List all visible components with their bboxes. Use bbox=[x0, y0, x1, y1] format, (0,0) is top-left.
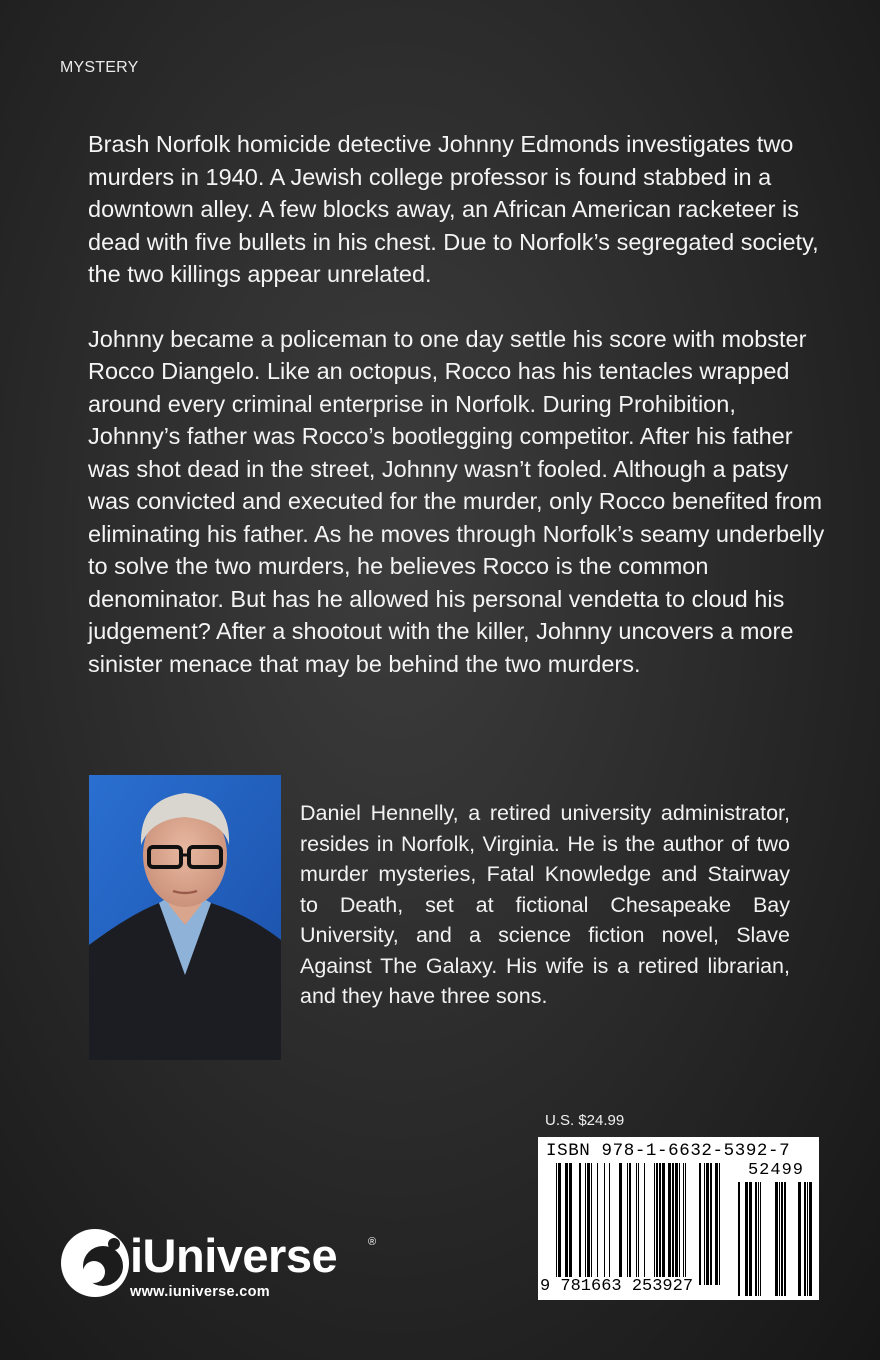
blurb-paragraph-2: Johnny became a policeman to one day settle his score with mobster Rocco Diangelo. Like an octopus, Rocco has his tentacles wrapped around every criminal enterprise in Norfolk. During Prohibition, Johnny’s father was Rocco’s bootlegging competitor. After his father was shot dead in the street, Johnny wasn’t fooled. Although a patsy was convicted and executed for the murder, only Rocco benefited from eliminating his father. As he moves through Norfolk’s seamy underbelly to solve the two murders, he believes Rocco is the common denominator. But has he allowed his personal vendetta to cloud his judgement? After a shootout with the killer, Johnny uncovers a more sinister menace that may be behind the two murders. bbox=[88, 325, 825, 677]
barcode-bar bbox=[807, 1182, 808, 1296]
barcode-bar bbox=[627, 1163, 628, 1285]
barcode-bar bbox=[556, 1163, 557, 1285]
barcode-bar bbox=[715, 1163, 718, 1285]
price-addon-code: 52499 bbox=[747, 1161, 804, 1180]
barcode-bar bbox=[565, 1163, 568, 1285]
registered-mark: ® bbox=[368, 1236, 377, 1248]
isbn-number: ISBN 978-1-6632-5392-7 bbox=[546, 1141, 791, 1161]
barcode-bar bbox=[804, 1182, 806, 1296]
barcode-bar bbox=[659, 1163, 661, 1285]
barcode-bar bbox=[779, 1182, 780, 1296]
publisher-url: www.iuniverse.com bbox=[130, 1284, 270, 1300]
barcode-bar bbox=[656, 1163, 658, 1285]
barcode-bar bbox=[784, 1182, 786, 1296]
iuniverse-logo-icon bbox=[58, 1226, 132, 1300]
barcode-bar bbox=[798, 1182, 801, 1296]
barcode-bar bbox=[654, 1163, 655, 1285]
barcode-bar bbox=[738, 1182, 740, 1296]
barcode-bar bbox=[629, 1163, 631, 1285]
author-bio: Daniel Hennelly, a retired university administrator, resides in Norfolk, Virginia. He is the author of two murder mysteries, Fatal Knowledge and Stairway to Death, set at fictional Chesapeake Bay University, and a science fiction novel, Slave Against The Galaxy. His wife is a retired librarian, and they have three sons. bbox=[300, 801, 790, 1008]
barcode-bar bbox=[706, 1163, 709, 1285]
barcode-bar bbox=[704, 1163, 705, 1285]
barcode-bar bbox=[569, 1163, 572, 1285]
barcode-bar bbox=[662, 1163, 665, 1285]
barcode-bar bbox=[710, 1163, 712, 1285]
addon-barcode-bars bbox=[738, 1182, 814, 1296]
barcode-bar bbox=[558, 1163, 561, 1285]
barcode-bar bbox=[719, 1163, 720, 1285]
barcode-bar bbox=[679, 1163, 680, 1285]
isbn-barcode bbox=[538, 1137, 819, 1300]
barcode-bar bbox=[755, 1182, 757, 1296]
genre-label: MYSTERY bbox=[60, 59, 139, 76]
barcode-bar bbox=[760, 1182, 761, 1296]
ean-barcode-bars bbox=[556, 1163, 728, 1285]
barcode-bar bbox=[585, 1163, 586, 1285]
barcode-bar bbox=[668, 1163, 671, 1285]
barcode-bar bbox=[809, 1182, 812, 1296]
book-blurb bbox=[88, 128, 830, 712]
barcode-bar bbox=[672, 1163, 674, 1285]
barcode-bar bbox=[644, 1163, 645, 1285]
barcode-bar bbox=[745, 1182, 748, 1296]
publisher-logo bbox=[58, 1222, 388, 1302]
author-photo bbox=[89, 775, 281, 1060]
barcode-bar bbox=[758, 1182, 759, 1296]
blurb-paragraph-1: Brash Norfolk homicide detective Johnny Edmonds investigates two murders in 1940. A Jewish college professor is found stabbed in a downtown alley. A few blocks away, an African American racketeer is dead with five bullets in his chest. Due to Norfolk’s segregated society, the two killings appear unrelated. bbox=[88, 131, 819, 287]
barcode-bar bbox=[775, 1182, 778, 1296]
barcode-bar bbox=[699, 1163, 701, 1285]
publisher-name: iUniverse bbox=[130, 1229, 338, 1282]
barcode-bar bbox=[749, 1182, 752, 1296]
barcode-bar bbox=[597, 1163, 598, 1285]
barcode-bar bbox=[781, 1182, 783, 1296]
barcode-bar bbox=[591, 1163, 592, 1285]
barcode-bar bbox=[587, 1163, 590, 1285]
barcode-bar bbox=[685, 1163, 686, 1285]
barcode-bar bbox=[604, 1163, 605, 1285]
barcode-bar bbox=[619, 1163, 622, 1285]
barcode-bar bbox=[609, 1163, 610, 1285]
ean-digits: 9 781663 253927 bbox=[540, 1277, 694, 1296]
barcode-bar bbox=[675, 1163, 678, 1285]
price-label: U.S. $24.99 bbox=[545, 1112, 625, 1129]
barcode-bar bbox=[683, 1163, 684, 1285]
barcode-bar bbox=[638, 1163, 639, 1285]
barcode-bar bbox=[579, 1163, 581, 1285]
barcode-bar bbox=[636, 1163, 637, 1285]
